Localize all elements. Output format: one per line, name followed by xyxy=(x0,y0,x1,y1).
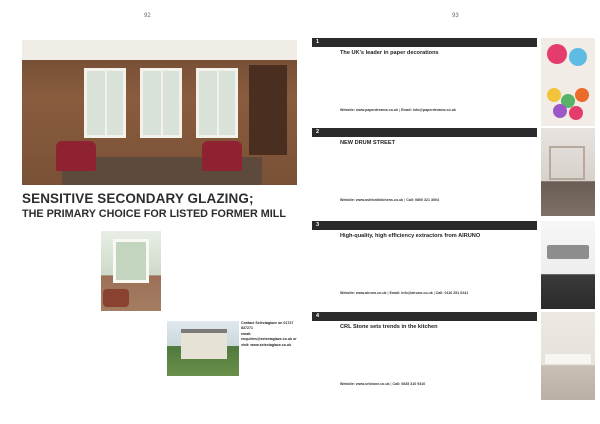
contact-web: visit: www.selectaglaze.co.uk xyxy=(241,342,292,347)
section-call: Call: 0116 251 0241 xyxy=(435,291,469,295)
section-website: Website: www.paperdreams.co.uk xyxy=(340,108,399,112)
section-call: Call: 0800 321 3004 xyxy=(406,198,440,202)
section-number: 3 xyxy=(316,222,320,228)
section-bar xyxy=(312,38,537,47)
section-bar xyxy=(312,312,537,321)
photo-airuno-extractor xyxy=(541,221,595,309)
section-number: 2 xyxy=(316,129,320,135)
section-website: Website: www.ashfordkitchens.co.uk xyxy=(340,198,404,202)
section-number: 1 xyxy=(316,39,320,45)
section-bar xyxy=(312,221,537,230)
photo-crl-stone-kitchen xyxy=(541,312,595,400)
section-contact: Website: www.paperdreams.co.uk | Email: info@paperdreams.co.uk xyxy=(340,108,456,112)
hero-photo-panelled-room xyxy=(22,40,297,185)
contact-email: email: enquiries@selectaglaze.co.uk or xyxy=(241,331,297,342)
contact-phone: Contact Selectaglaze on 01727 837271 xyxy=(241,321,294,331)
section-contact: Website: www.crlstone.co.uk | Call: 0845 310 9310 xyxy=(340,382,426,386)
section-website: Website: www.airuno.co.uk xyxy=(340,291,387,295)
page-number-left: 92 xyxy=(144,13,151,19)
section-title: The UK's leader in paper decorations xyxy=(340,50,439,56)
section-1 xyxy=(312,38,537,112)
section-bar xyxy=(312,128,537,137)
section-3 xyxy=(312,221,537,295)
section-website: Website: www.crlstone.co.uk xyxy=(340,382,390,386)
article-headline: SENSITIVE SECONDARY GLAZING; xyxy=(22,191,254,206)
section-title: NEW DRUM STREET xyxy=(340,140,396,146)
contact-block xyxy=(241,321,303,348)
section-contact: Website: www.airuno.co.uk | Email: info@airuno.co.uk | Call: 0116 251 0241 xyxy=(340,291,469,295)
page-number-right: 93 xyxy=(452,13,459,19)
section-call: Call: 0845 310 9310 xyxy=(392,382,426,386)
photo-paper-decorations xyxy=(541,38,595,126)
section-email: Email: info@airuno.co.uk xyxy=(389,291,433,295)
section-number: 4 xyxy=(316,313,320,319)
section-2 xyxy=(312,128,537,202)
section-4 xyxy=(312,312,537,386)
section-title: CRL Stone sets trends in the kitchen xyxy=(340,324,438,330)
photo-former-mill-exterior xyxy=(167,321,239,376)
photo-secondary-glazing-window xyxy=(101,231,161,311)
section-email: Email: info@paperdreams.co.uk xyxy=(401,108,456,112)
section-contact: Website: www.ashfordkitchens.co.uk | Call: 0800 321 3004 xyxy=(340,198,440,202)
section-title: High-quality, high efficiency extractors from AIRUNO xyxy=(340,233,481,239)
article-subheadline: THE PRIMARY CHOICE FOR LISTED FORMER MILL xyxy=(22,208,286,220)
photo-drum-street-kitchen xyxy=(541,128,595,216)
